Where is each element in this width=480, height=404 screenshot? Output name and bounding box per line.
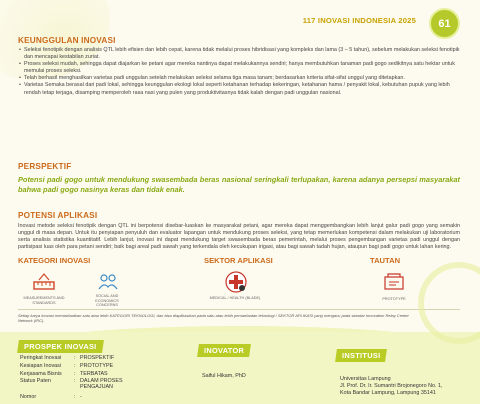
prospek-row: Peringkat Inovasi : PROSPEKTIF: [20, 355, 115, 361]
page-number-badge: 61: [429, 8, 460, 39]
keunggulan-item: • Seleksi fenotipik dengan analisis QTL lebih efisien dan lebih cepat, karena tidak melalui proses hibridisasi yang kompleks dan lama (3 – 5 tahun), sebelum melakukan seleksi fenotipik dan mencapai kestabilan zuriat.: [24, 47, 460, 61]
prospek-heading: PROSPEK INOVASI: [17, 340, 103, 353]
sektor-label: MEDICAL / HEALTH (BLADE): [209, 296, 261, 300]
institusi-address: [340, 376, 442, 396]
keunggulan-list: [18, 47, 460, 97]
institusi-line: Universitas Lampung: [340, 376, 391, 382]
prospek-row: Kesiapan Inovasi : PROTOTYPE: [20, 363, 114, 369]
institusi-line: Kota Bandar Lampung, Lampung 35141: [340, 389, 436, 396]
potensi-heading: POTENSI APLIKASI: [18, 211, 98, 220]
keunggulan-item: • Telah berhasil menghasilkan varietas padi unggulan setelah melakukan seleksi selama tiga masa tanam; berdasarkan kriteria sifat-sifat unggul yang ditetapkan.: [24, 75, 460, 82]
prototype-icon: [380, 268, 408, 296]
divider: [18, 309, 460, 310]
institusi-line: Jl. Prof. Dr. Ir. Sumantri Brojonegoro No. 1,: [340, 382, 443, 389]
institusi-heading: INSTITUSI: [335, 349, 387, 362]
inovator-heading: INOVATOR: [197, 344, 251, 357]
perspektif-text: Potensi padi gogo untuk mendukung swasembada beras nasional seringkali terlupakan, karena adanya persepsi masyarakat bahwa padi gogo nasinya keras dan tidak enak.: [18, 175, 460, 195]
prospek-row: Nomor : -: [20, 394, 82, 400]
socio-economics-icon: [94, 268, 122, 296]
prospek-row: Kerjasama Bisnis : TERBATAS: [20, 371, 108, 377]
kategori-label: SOCIAL AND ECONOMICS CONCERNS: [95, 294, 119, 308]
keunggulan-item: • Varietas Semaka berasal dari padi lokal, sehingga keunggulan ekologi lokal seperti ketahanan terhadap kekeringan, ketahanan hama / penyakit lokal, kebutuhan pupuk yang lebih rendah tetap terjaga, disamping memperoleh rasa nasi yang pulen yang produktivitasnya tidak kalah dengan padi unggulan nasional.: [24, 82, 460, 96]
prospek-row: Status Paten : DALAM PROSES PENGAJUAN: [20, 378, 123, 390]
footnote: Setiap karya inovasi memanfaatkan satu atau lebih KATEGORI TEKNOLOGI, dan bisa diaplikasikan pada satu atau lebih pemanfaatan teknologi / SEKTOR APLIKASI yang mengacu pada standar Innovation Relay Center Network (IRC).: [18, 313, 409, 323]
page-header-title: 117 INOVASI INDONESIA 2025: [302, 16, 416, 25]
sektor-heading: SEKTOR APLIKASI: [204, 256, 273, 265]
tautan-label: PROTOTYPE: [382, 297, 406, 301]
perspektif-heading: PERSPEKTIF: [18, 162, 72, 171]
keunggulan-section: [18, 47, 460, 97]
measurements-icon: [30, 268, 58, 296]
medical-health-icon: [222, 268, 250, 296]
keunggulan-item: • Proses seleksi mudah, sehingga dapat diajarkan ke petani agar mereka nantinya dapat melakukannya sendiri; hanya membutuhkan tanaman padi gogo sedikitnya satu hektar untuk memulai proses seleksi.: [24, 61, 460, 75]
kategori-heading: KATEGORI INOVASI: [18, 256, 91, 265]
kategori-label: MEASUREMENTS AND STANDARDS: [23, 296, 65, 305]
keunggulan-heading: KEUNGGULAN INOVASI: [18, 36, 116, 45]
potensi-text: Inovasi metode seleksi fenotipik dengan QTL ini berpotensi disebar-luaskan ke masyarakat petani, agar mereka dapat menggembangkan lebih lanjut galur padi gogo yang semakin unggul di masa depan. Untuk itu penyiapan penyuluh dan evaluator lapangan untuk mendukung proses seleksi, yang tetap memerlukan kompetensi dalam melakukan uji laboratorium serta analisis statistika kuantitatif. Lebih lanjut, inovasi ini dapat mendukung target swasembada beras pemerintah, melalui proses pengembangan varietas padi unggul dengan partisipasi luas oleh para petani sendiri; baik bagi areal padi sawah yang terkendala oleh kecukupan irigasi, atau bagi sawah tadah hujan, ataupun bagi padi gogo untuk lahan kering.: [18, 223, 460, 251]
inovator-name: Saiful Hikam, PhD: [202, 373, 246, 379]
tautan-heading: TAUTAN: [370, 256, 401, 265]
prospek-table: [20, 354, 140, 401]
